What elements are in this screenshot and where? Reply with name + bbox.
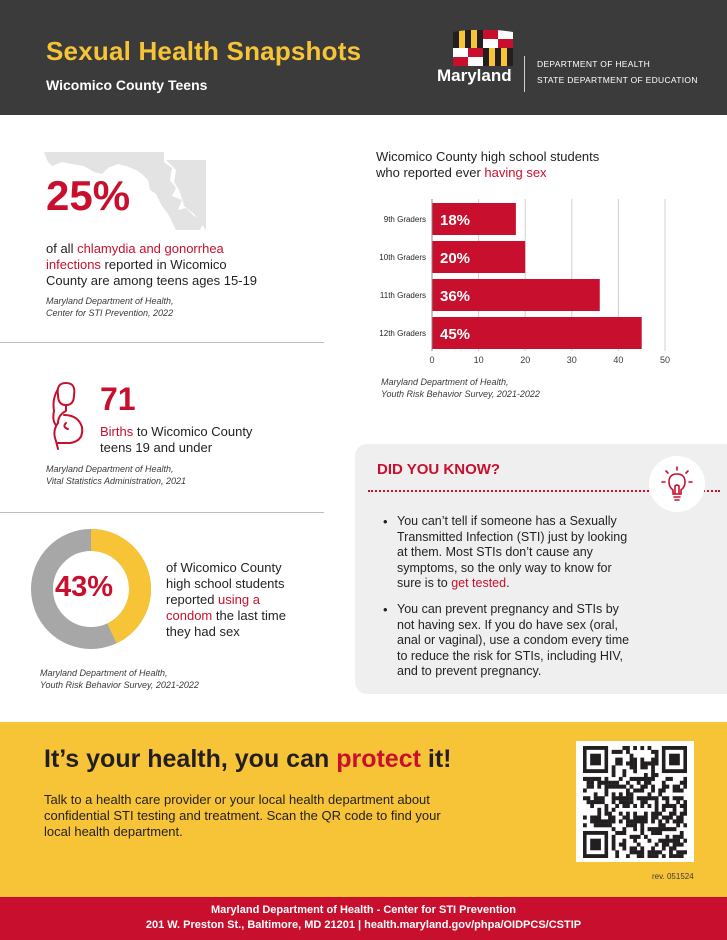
stat-births-line2: teens 19 and under (100, 440, 213, 455)
chart-value-label: 18% (440, 212, 471, 229)
stat-chlamydia-line2: infections reported in Wicomico (46, 257, 227, 272)
chart-x-tick-label: 50 (659, 355, 671, 365)
stat-births-value: 71 (100, 381, 136, 417)
stat-condom-source1: Maryland Department of Health, (40, 668, 168, 678)
chart-x-tick-label: 30 (566, 355, 577, 365)
chart-value-label: 45% (440, 326, 471, 343)
stat-births-line1: Births to Wicomico County (100, 424, 253, 439)
chart-x-tick-label: 0 (429, 355, 435, 365)
did-you-know-title: DID YOU KNOW? (377, 461, 501, 478)
stat-chlamydia-value: 25% (46, 172, 131, 219)
page-subtitle: Wicomico County Teens (46, 77, 208, 93)
stat-condom-source2: Youth Risk Behavior Survey, 2021-2022 (40, 680, 199, 690)
stat-condom-line5: they had sex (166, 624, 240, 639)
stat-condom-line2: high school students (166, 576, 285, 591)
header-divider (524, 56, 525, 92)
stat-chlamydia-line1: of all chlamydia and gonorrhea (46, 241, 224, 256)
chart-title-line1: Wicomico County high school students (376, 149, 600, 164)
chart-source1: Maryland Department of Health, (381, 377, 509, 387)
chart-value-label: 20% (440, 250, 471, 267)
chart-category-label: 9th Graders (383, 215, 426, 224)
stat-condom-line3: reported using a (166, 592, 260, 607)
page-title: Sexual Health Snapshots (46, 36, 362, 66)
stat-chlamydia-source2: Center for STI Prevention, 2022 (46, 308, 174, 318)
maryland-logo-word: Maryland (437, 66, 512, 85)
stat-chlamydia-source1: Maryland Department of Health, (46, 296, 174, 306)
chart-category-label: 12th Graders (379, 329, 426, 338)
bullet-dot: • (383, 602, 388, 617)
revision-label: rev. 051524 (652, 872, 694, 881)
cta-heading: It’s your health, you can protect it! (44, 745, 452, 773)
chart-source2: Youth Risk Behavior Survey, 2021-2022 (381, 389, 540, 399)
footer-line2: 201 W. Preston St., Baltimore, MD 21201 | health.maryland.gov/phpa/OIDPCS/CSTIP (145, 919, 582, 931)
stat-condom-line1: of Wicomico County (166, 560, 282, 575)
stat-births-source1: Maryland Department of Health, (46, 464, 174, 474)
stat-chlamydia-line3: County are among teens ages 15-19 (46, 273, 258, 288)
chart-category-label: 10th Graders (379, 253, 426, 262)
dept-health: DEPARTMENT OF HEALTH (537, 59, 651, 69)
section-divider (0, 512, 324, 513)
cta-body: Talk to a health care provider or your local health department about confidential STI testing and treatment. Scan the QR code to find your local health department. (44, 792, 441, 839)
stat-condom-line4: condom the last time (166, 608, 286, 623)
bullet-dot: • (383, 514, 388, 529)
chart-x-tick-label: 10 (473, 355, 484, 365)
maryland-flag-logo (453, 30, 513, 66)
dept-education: STATE DEPARTMENT OF EDUCATION (537, 75, 698, 85)
chart-category-label: 11th Graders (379, 291, 426, 300)
chart-x-tick-label: 20 (520, 355, 531, 365)
lightbulb-icon (661, 466, 693, 504)
qr-code[interactable] (583, 746, 687, 858)
chart-x-tick-label: 40 (613, 355, 624, 365)
grade-bar-chart (360, 195, 690, 367)
stat-condom-value: 43% (55, 571, 114, 603)
stat-births-source2: Vital Statistics Administration, 2021 (46, 476, 187, 486)
did-you-know-bullet2: You can prevent pregnancy and STIs by not having sex. If you do have sex (oral, anal or vaginal), use a condom every time to reduce the risk for STIs, including HIV, and to prevent pregnancy. (397, 602, 630, 678)
pregnant-woman-icon (44, 381, 92, 451)
did-you-know-bullet1: You can’t tell if someone has a Sexually Transmitted Infection (STI) just by looking at them. Most STIs don’t cause any symptoms, so the only way to know for sure is to get tested. (397, 514, 628, 590)
section-divider (0, 342, 324, 343)
footer-line1: Maryland Department of Health - Center for STI Prevention (211, 904, 516, 916)
chart-value-label: 36% (440, 288, 471, 305)
chart-title-line2: who reported ever having sex (376, 165, 547, 180)
